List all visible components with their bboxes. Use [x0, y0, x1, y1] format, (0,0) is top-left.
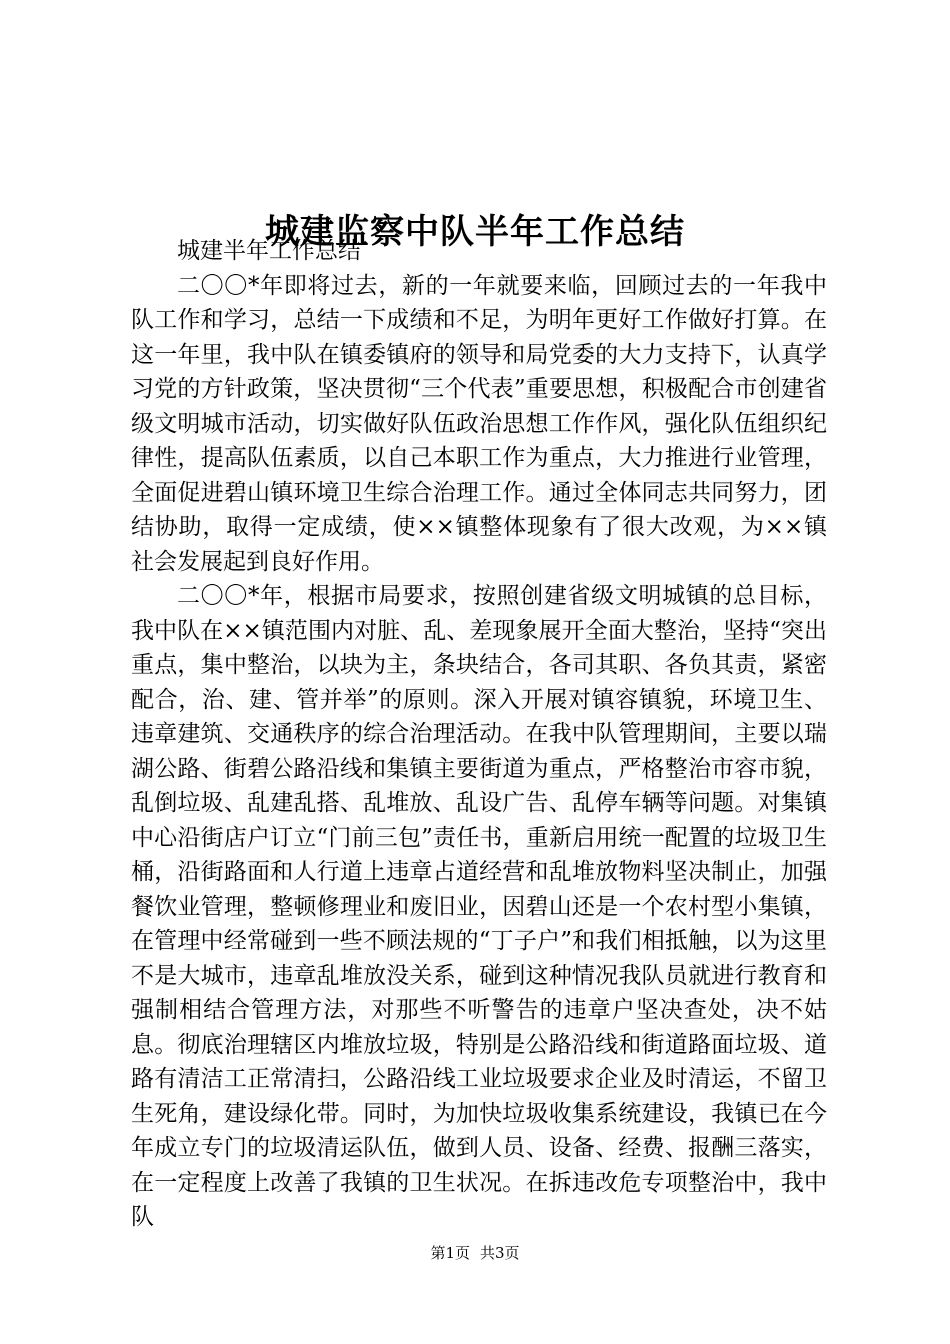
page-number: 第1页 [430, 1244, 470, 1262]
page-footer [0, 1243, 950, 1263]
document-title: 城建监察中队半年工作总结 [265, 211, 685, 252]
document-body [131, 234, 827, 1235]
page-total: 共3页 [480, 1244, 520, 1262]
subtitle-paragraph: 城建半年工作总结 [177, 238, 361, 264]
body-paragraph-1: 二〇〇*年即将过去，新的一年就要来临，回顾过去的一年我中队工作和学习，总结一下成绩和不足，为明年更好工作做好打算。在这一年里，我中队在镇委镇府的领导和局党委的大力支持下，认真学习党的方针政策，坚决贯彻“三个代表”重要思想，积极配合市创建省级文明城市活动，切实做好队伍政治思想工作作风，强化队伍组织纪律性，提高队伍素质，以自己本职工作为重点，大力推进行业管理，全面促进碧山镇环境卫生综合治理工作。通过全体同志共同努力，团结协助，取得一定成绩，使××镇整体现象有了很大改观，为××镇社会发展起到良好作用。 [131, 272, 827, 575]
body-paragraph-2: 二〇〇*年，根据市局要求，按照创建省级文明城镇的总目标，我中队在××镇范围内对脏、乱、差现象展开全面大整治，坚持“突出重点，集中整治，以块为主，条块结合，各司其职、各负其责，紧密配合，治、建、管并举”的原则。深入开展对镇容镇貌，环境卫生、违章建筑、交通秩序的综合治理活动。在我中队管理期间，主要以瑞湖公路、街碧公路沿线和集镇主要街道为重点，严格整治市容市貌，乱倒垃圾、乱建乱搭、乱堆放、乱设广告、乱停车辆等问题。对集镇中心沿街店户订立“门前三包”责任书，重新启用统一配置的垃圾卫生桶，沿街路面和人行道上违章占道经营和乱堆放物料坚决制止，加强餐饮业管理，整顿修理业和废旧业，因碧山还是一个农村型小集镇，在管理中经常碰到一些不顾法规的“丁子户”和我们相抵触，以为这里不是大城市，违章乱堆放没关系，碰到这种情况我队员就进行教育和强制相结合管理方法，对那些不听警告的违章户坚决查处，决不姑息。彻底治理辖区内堆放垃圾，特别是公路沿线和街道路面垃圾、道路有清洁工正常清扫，公路沿线工业垃圾要求企业及时清运，不留卫生死角，建设绿化带。同时，为加快垃圾收集系统建设，我镇已在今年成立专门的垃圾清运队伍，做到人员、设备、经费、报酬三落实，在一定程度上改善了我镇的卫生状况。在拆违改危专项整治中，我中队 [131, 583, 827, 1230]
